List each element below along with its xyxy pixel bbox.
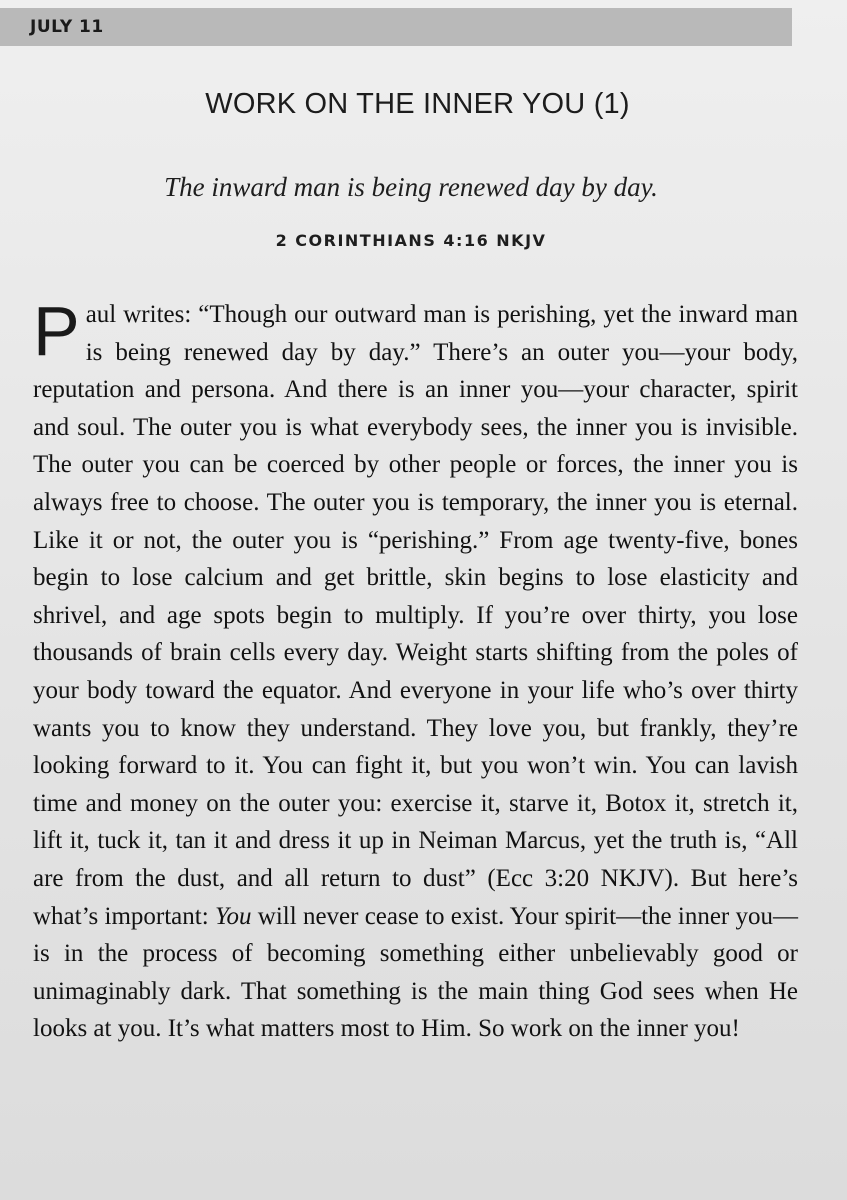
- date-header-bar: [0, 8, 792, 46]
- devotional-title: WORK ON THE INNER YOU (1): [205, 88, 630, 120]
- drop-cap: P: [33, 292, 80, 370]
- body-text-part-1: aul writes: “Though our outward man is perishing, yet the inward man is being renewed day by day.” There’s an outer you—your body, reputation and persona. And there is an inner you—your character, spirit and soul. The outer you is what everybody sees, the inner you is invisible. The outer you can be coerced by other people or forces, the inner you is always free to choose. The outer you is temporary, the inner you is eternal. Like it or not, the outer you is “perishing.” From age twenty-five, bones begin to lose calcium and get brittle, skin begins to lose elasticity and shrivel, and age spots begin to multiply. If you’re over thirty, you lose thousands of brain cells every day. Weight starts shifting from the poles of your body toward the equator. And everyone in your life who’s over thirty wants you to know they understand. They love you, but frankly, they’re looking forward to it. You can fight it, but you won’t win. You can lavish time and money on the outer you: exercise it, starve it, Botox it, stretch it, lift it, tuck it, tan it and dress it up in Neiman Marcus, yet the truth is, “All are from the dust, and all return to dust” (Ecc 3:20 NKJV). But here’s what’s important:: [33, 301, 798, 930]
- scripture-verse: The inward man is being renewed day by day.: [164, 172, 658, 202]
- date-label: JULY 11: [30, 17, 104, 37]
- body-text-part-2: will never cease to exist. Your spirit—the inner you—is in the process of becoming something either unbelievably good or unimaginably dark. That something is the main thing God sees when He looks at you. It’s what matters most to Him. So work on the inner you!: [33, 902, 799, 1043]
- scripture-reference: 2 CORINTHIANS 4:16 NKJV: [275, 231, 547, 250]
- devotional-body: [33, 292, 799, 1048]
- body-emphasis: You: [214, 902, 252, 930]
